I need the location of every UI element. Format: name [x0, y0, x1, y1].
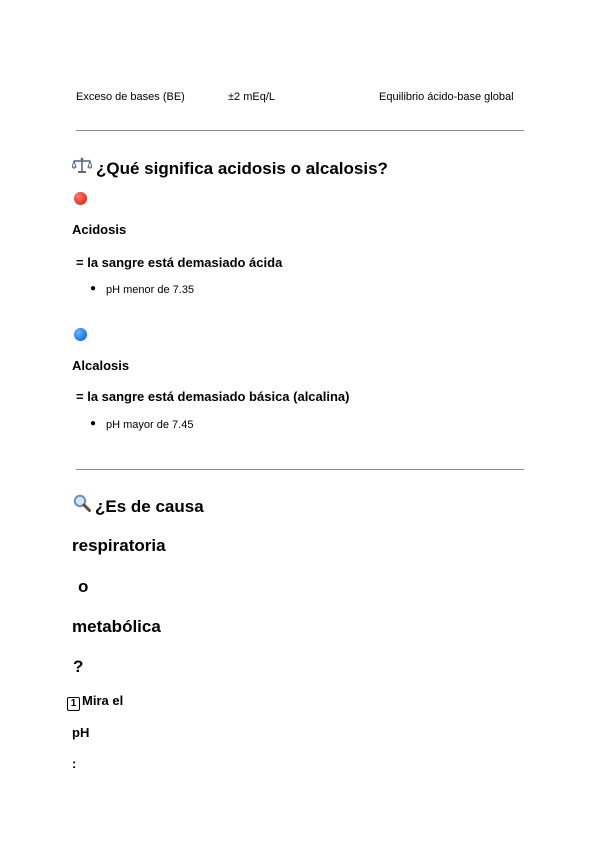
balance-scale-icon: [72, 157, 92, 179]
keycap-one-icon: 1: [67, 697, 80, 711]
alcalosis-title: Alcalosis: [72, 358, 130, 373]
alcalosis-bullet: pH mayor de 7.45: [106, 419, 194, 431]
cause-metabolica: metabólica: [72, 617, 161, 636]
divider: [76, 130, 524, 131]
section-title-meaning-text: ¿Qué significa acidosis o alcalosis?: [96, 159, 388, 178]
magnifying-glass-icon: [73, 494, 91, 517]
section-title-meaning: [72, 157, 388, 179]
table-cell-meaning: Equilibrio ácido-base global: [379, 91, 514, 103]
cause-respiratoria: respiratoria: [72, 536, 166, 555]
bullet-icon: ●: [90, 283, 97, 294]
step-one: [67, 693, 123, 711]
acidosis-bullet: pH menor de 7.35: [106, 284, 195, 296]
section-title-cause-text: ¿Es de causa: [95, 497, 204, 516]
acidosis-definition: = la sangre está demasiado ácida: [76, 255, 283, 270]
table-cell-range: ±2 mEq/L: [228, 91, 276, 103]
step-ph: pH: [72, 725, 90, 740]
acidosis-title: Acidosis: [72, 222, 127, 237]
step-one-text: Mira el: [82, 693, 124, 708]
alcalosis-definition: = la sangre está demasiado básica (alcalina): [76, 389, 350, 404]
bullet-icon: ●: [90, 418, 97, 429]
cause-question-mark: ?: [73, 657, 84, 676]
blue-circle-icon: [74, 328, 87, 341]
red-circle-icon: [74, 192, 87, 205]
step-colon: :: [72, 756, 77, 771]
table-cell-parameter: Exceso de bases (BE): [76, 91, 185, 103]
divider: [76, 469, 524, 470]
section-title-cause: [73, 494, 204, 517]
cause-o: o: [78, 577, 89, 596]
